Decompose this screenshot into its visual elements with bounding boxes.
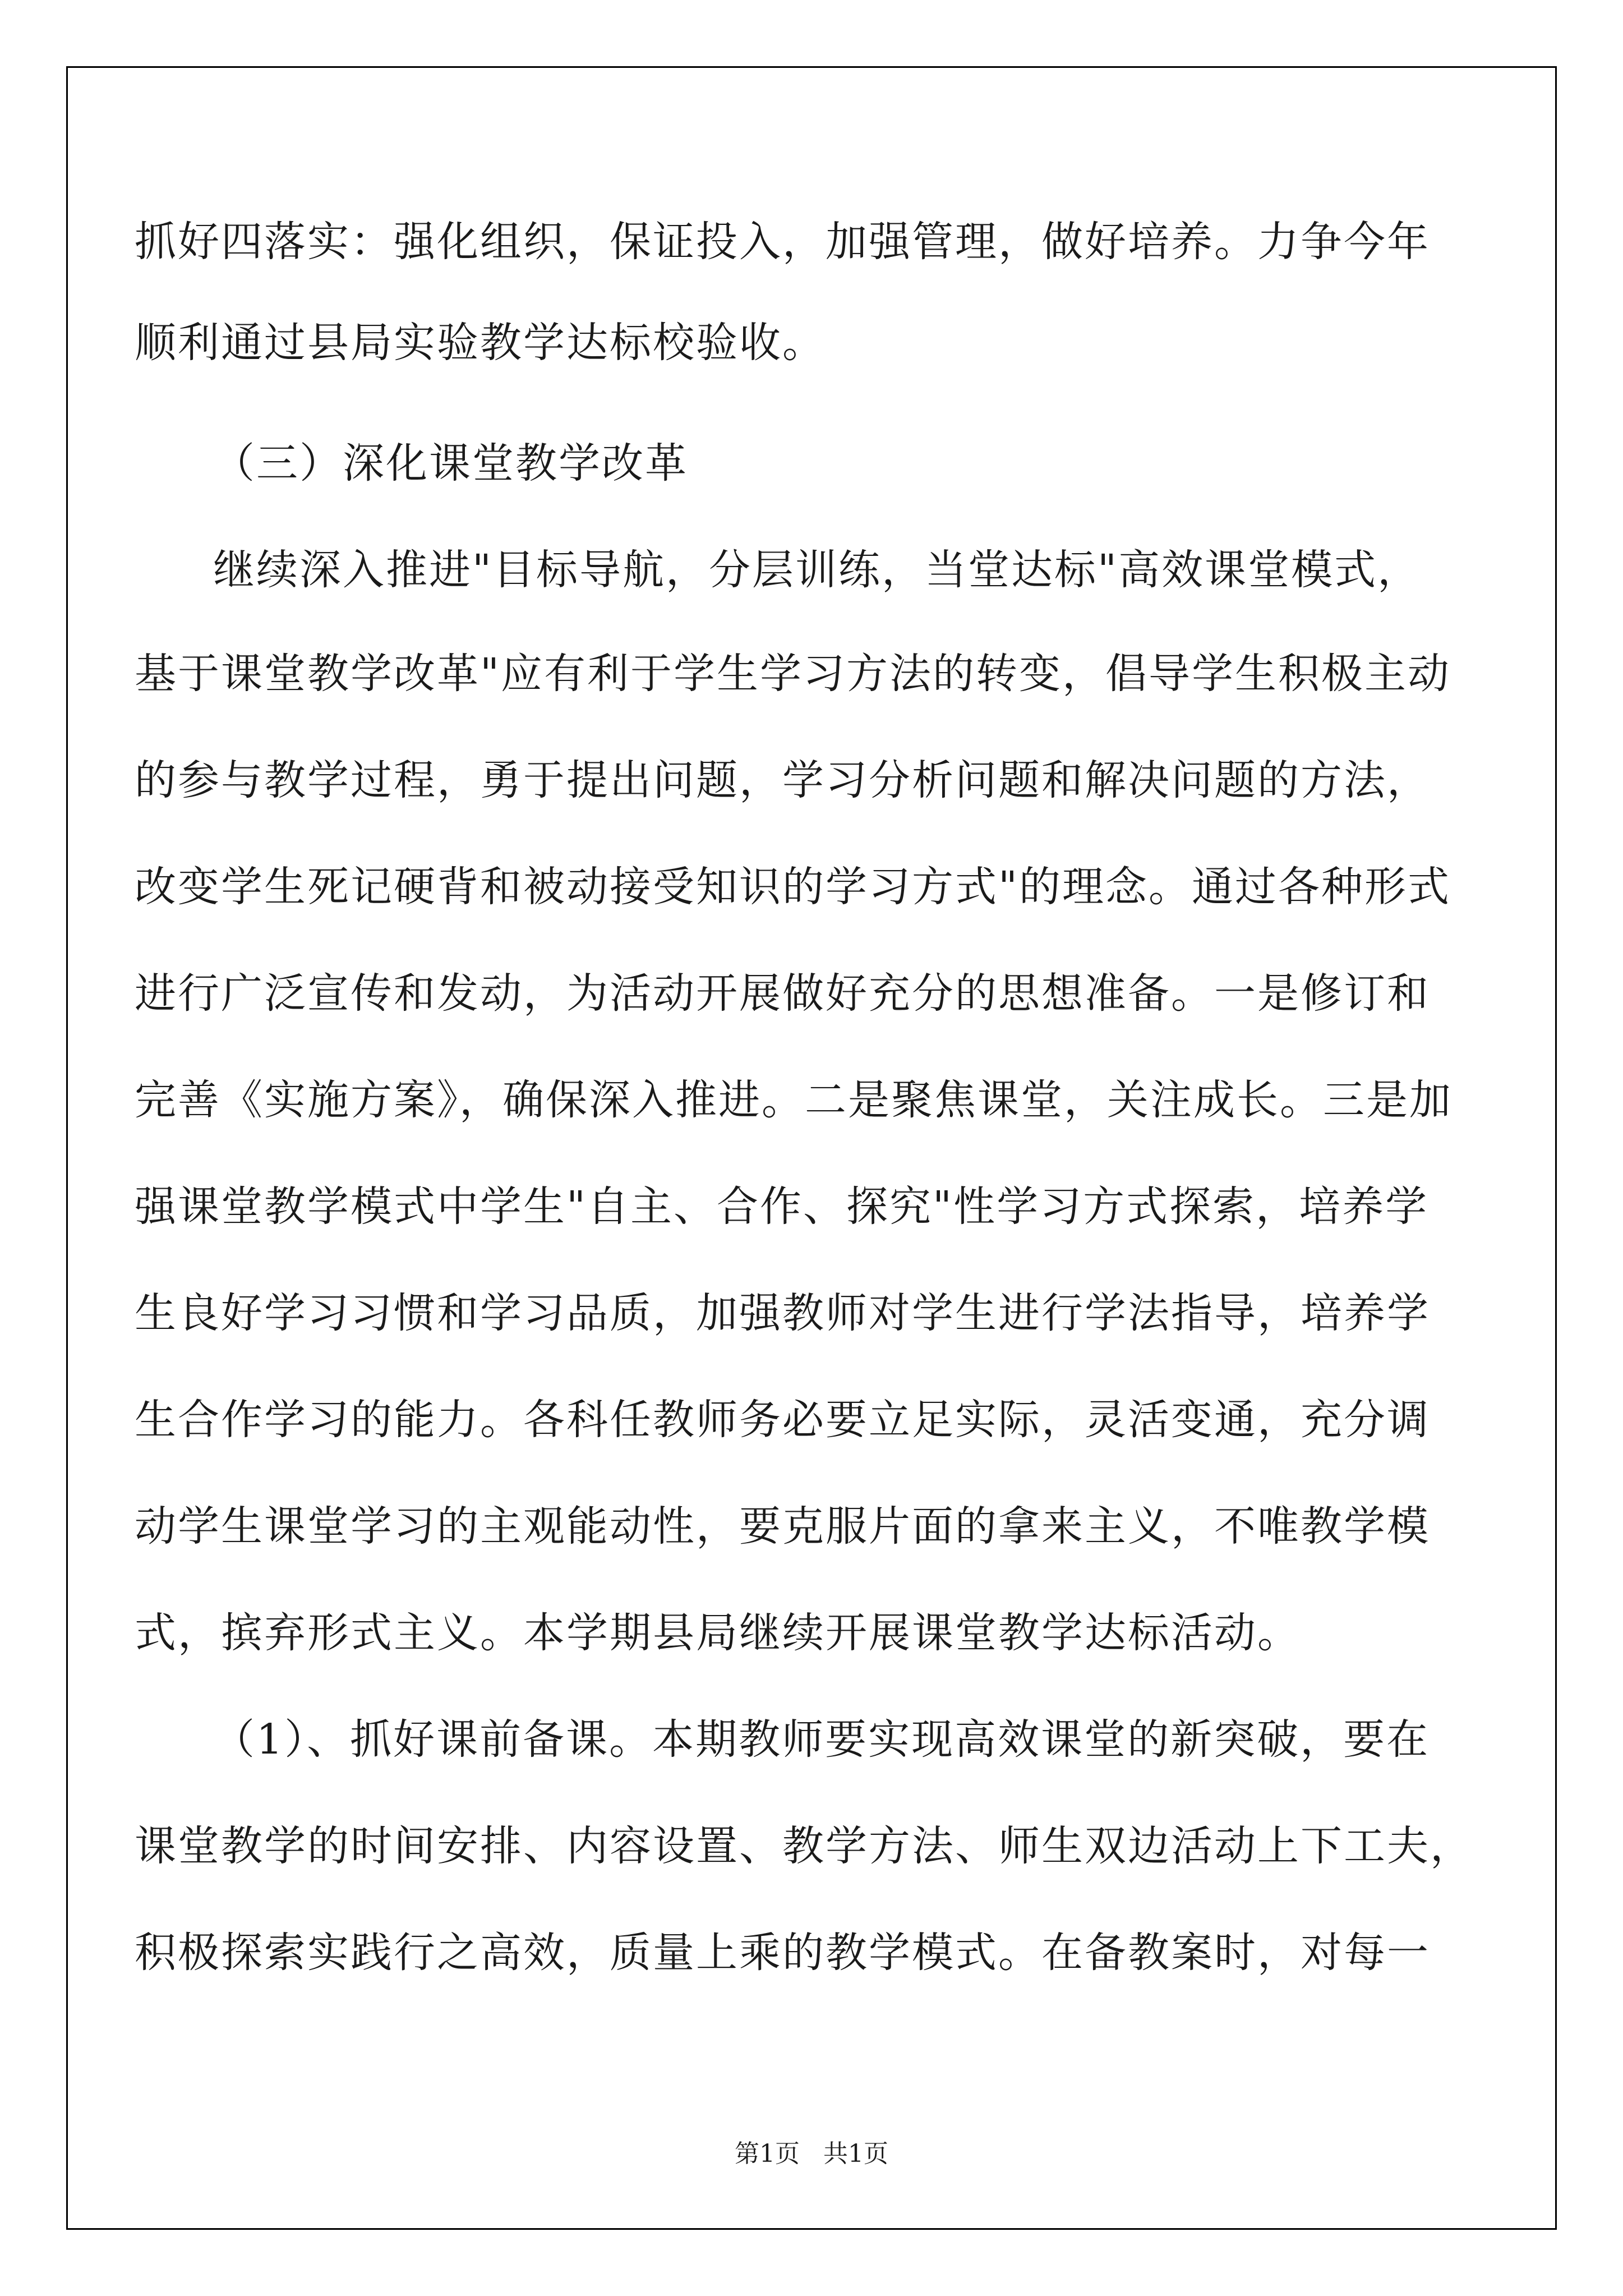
page-footer [0, 2137, 1623, 2171]
text-line: 顺利通过县局实验教学达标校验收。 [135, 319, 826, 367]
page-number-current: 第1页 [735, 2139, 800, 2168]
text-line: 生良好学习习惯和学习品质，加强教师对学生进行学法指导，培养学 [135, 1289, 1430, 1337]
text-line: 进行广泛宣传和发动，为活动开展做好充分的思想准备。一是修订和 [135, 969, 1430, 1018]
text-line: 基于课堂教学改革"应有利于学生学习方法的转变，倡导学生积极主动 [135, 650, 1451, 698]
text-line: 动学生课堂学习的主观能动性，要克服片面的拿来主义，不唯教学模 [135, 1502, 1430, 1550]
text-line: 改变学生死记硬背和被动接受知识的学习方式"的理念。通过各种形式 [135, 863, 1451, 911]
text-line: （1）、抓好课前备课。本期教师要实现高效课堂的新突破，要在 [213, 1715, 1430, 1764]
text-line: 课堂教学的时间安排、内容设置、教学方法、师生双边活动上下工夫， [135, 1822, 1473, 1870]
page-number-total: 共1页 [823, 2139, 888, 2168]
text-line: 完善《实施方案》，确保深入推进。二是聚焦课堂，关注成长。三是加 [135, 1076, 1453, 1124]
text-line: 继续深入推进"目标导航，分层训练，当堂达标"高效课堂模式， [213, 546, 1421, 594]
text-line: 强课堂教学模式中学生"自主、合作、探究"性学习方式探索，培养学 [135, 1182, 1429, 1231]
text-line: 的参与教学过程，勇于提出问题，学习分析问题和解决问题的方法， [135, 756, 1430, 804]
section-heading: （三）深化课堂教学改革 [213, 439, 688, 487]
text-line: 生合作学习的能力。各科任教师务必要立足实际，灵活变通，充分调 [135, 1396, 1430, 1444]
text-line: 式，摈弃形式主义。本学期县局继续开展课堂教学达标活动。 [135, 1609, 1301, 1657]
text-line: 抓好四落实：强化组织，保证投入，加强管理，做好培养。力争今年 [135, 218, 1430, 266]
text-line: 积极探索实践行之高效，质量上乘的教学模式。在备教案时，对每一 [135, 1929, 1430, 1977]
page-border [66, 66, 1557, 2230]
